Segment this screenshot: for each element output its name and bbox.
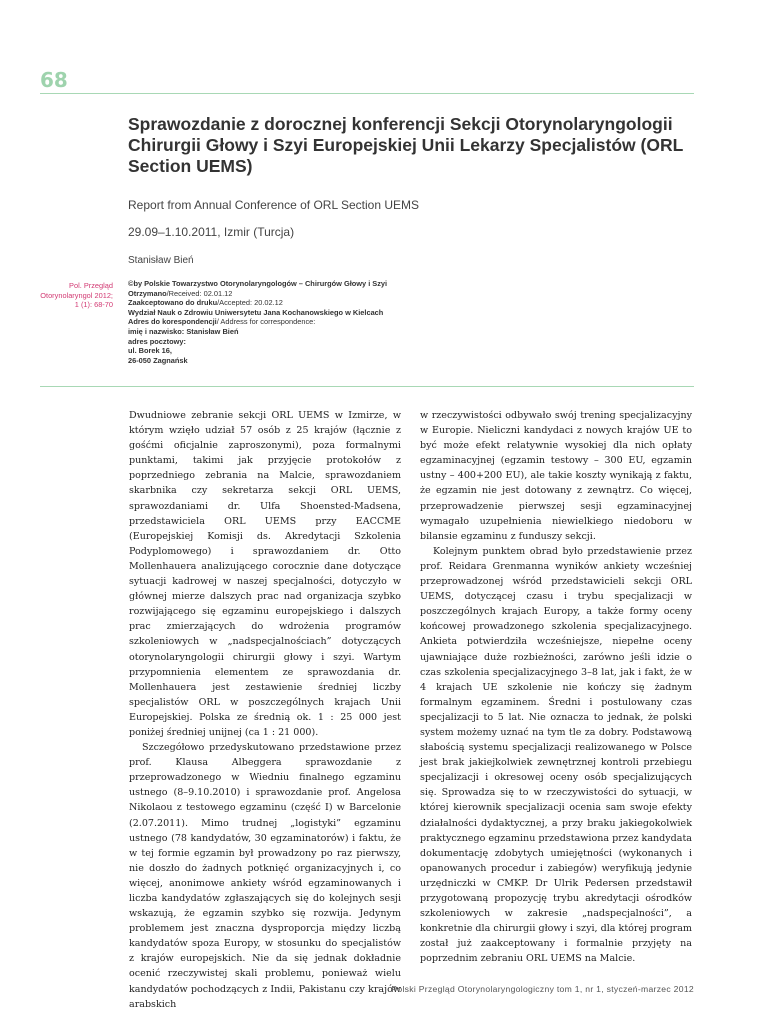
accepted-value: /Accepted: 20.02.12 — [217, 298, 283, 308]
affiliation: Wydział Nauk o Zdrowiu Uniwersytetu Jana Kochanowskiego w Kielcach — [128, 307, 384, 317]
received-value: /Received: 02.01.12 — [166, 288, 233, 298]
journal-reference-line: Pol. Przegląd — [69, 281, 113, 290]
correspondence-name: imię i nazwisko: Stanisław Bień — [128, 326, 239, 336]
paragraph: Dwudniowe zebranie sekcji ORL UEMS w Izmirze, w którym wzięło udział 57 osób z 25 krajów (łącznie z gośćmi oficjalnie zaproszonymi), poza formalnymi punktami, takimi jak przyjęcie protokołów z poprzedniego zebrania na Malcie, sprawozdaniem skarbnika czy sekretarza sekcji ORL UEMS, sprawozdaniami dr. Ulfa Shoensted-Madsena, przedstawiciela ORL UEMS przy EACCME (Europejskiej Komisji ds. Akredytacji Szkolenia Podyplomowego) i sprawozdaniem dr. Otto Mollenhauera analizującego corocznie dane dotyczące sytuacji kadrowej w naszej specjalności, dotyczyło w głównej mierze dalszych prac nad organizacja szybko rozwijającego się egzaminu europejskiego i dalszych prac zmierzających do wdrożenia programów szkoleniowych w „nadspecjalnościach” dotyczących otorynolaryngologii chirurgii głowy i szyi. Wartym przypomnienia elementem ze sprawozdania dr. Mollenhauera jest zestawienie średniej liczby specjalistów ORL w poszczególnych krajach Unii Europejskiej. Polska ze średnią ok. 1 : 25 000 jest poniżej średniej unijnej (ca 1 : 21 000). — [129, 410, 401, 738]
body-column-right — [420, 408, 692, 966]
top-divider — [40, 93, 694, 94]
received-line — [128, 289, 428, 299]
article-header — [128, 114, 694, 266]
paragraph: Szczegółowo przedyskutowano przedstawione przez prof. Klausa Albeggera sprawozdanie z przeprowadzonego w Wiedniu finalnego egzaminu ustnego (8–9.10.2010) i sprawozdanie prof. Angelosa Nikolaou z testowego egzaminu (część I) w Barcelonie (2.07.2011). Mimo trudnej „logistyki” egzaminu ustnego (78 kandydatów, 30 egzaminatorów) i faktu, że w tej formie egzamin był prowadzony po raz pierwszy, nie doszło do żadnych potknięć organizacyjnych i, co więcej, anonimowe ankiety wśród egzaminowanych i liczba kandydatów zgłaszających się do kolejnych sesji wskazują, że egzamin szybko się rozwija. Jedynym problemem jest znaczna dysproporcja między liczbą kandydatów spoza Europy, w stosunku do specjalistów z krajów europejskich. Nie da się jednak dokładnie ocenić rzeczywistej skali problemu, ponieważ wielu kandydatów pochodzących z Indii, Pakistanu czy krajów arabskich — [129, 742, 401, 1010]
paragraph: Kolejnym punktem obrad było przedstawienie przez prof. Reidara Grenmanna wyników ankiety wcześniej przeprowadzonej wśród przedstawicieli sekcji ORL UEMS, dotyczącej czasu i trybu specjalizacji w poszczególnych krajach Europy, a także formy oceny końcowej prowadzonego szkolenia specjalizacyjnego. Ankieta potwierdziła wcześniejsze, niepełne oceny ujawniające duże rozbieżności, zarówno jeśli idzie o czas szkolenia specjalizacyjnego 3–8 lat, jak i fakt, że w 4 krajach UE szkolenie nie kończy się żadnym formalnym egzaminem. Średni i postulowany czas specjalizacji to 5 lat. Nie oznacza to jednak, że polski system możemy uznać na tym tle za dobry. Podstawową słabością systemu specjalizacji realizowanego w Polsce jest brak jakiejkolwiek zewnętrznej kontroli przebiegu specjalizacji i okresowej oceny osób specjalizujących się. Sprowadza się to w rzeczywistości do sytuacji, w której kierownik specjalizacji ocenia sam swoje efekty działalności dydaktycznej, a przy braku jakiegokolwiek praktycznego egzaminu przedstawiona przez kandydata dokumentację zdobytych umiejętności (wykonanych i opanowanych procedur i zabiegów) weryfikują jedynie urzędniczki w CMKP. Dr Ulrik Pedersen przedstawił przygotowaną propozycję trybu akredytacji ośrodków szkoleniowych w zakresie „nadspecjalności”, a konkretnie dla chirurgii głowy i szyi, dla której program został już zaakceptowany i formalnie przyjęty na poprzednim zebraniu ORL UEMS na Malcie. — [420, 545, 692, 965]
postal-city: 26-050 Zagnańsk — [128, 355, 188, 365]
accepted-label: Zaakceptowano do druku — [128, 298, 218, 308]
copyright-line: ©by Polskie Towarzystwo Otorynolaryngologów – Chirurgów Głowy i Szyi — [128, 279, 388, 288]
postal-street: ul. Borek 16, — [128, 346, 172, 356]
correspondence-label: Adres do korespondencji — [128, 317, 217, 327]
page-footer: Polski Przegląd Otorynolaryngologiczny tom 1, nr 1, styczeń-marzec 2012 — [391, 984, 694, 994]
paragraph: w rzeczywistości odbywało swój trening specjalizacyjny w Europie. Nieliczni kandydaci z nowych krajów UE to być może efekt relatywnie wysokiej dla nich opłaty egzaminacyjnej (egzamin testowy – 300 EU, egzamin ustny – 400+200 EU), ale takie koszty wynikają z faktu, że egzamin nie jest dotowany z zewnątrz. Co więcej, przeprowadzenie pierwszej sesji egzaminacyjnej wymagało uzupełnienia niewielkiego niedoboru w bilansie egzaminu z funduszy sekcji. — [420, 410, 692, 542]
article-title: Sprawozdanie z dorocznej konferencji Sekcji Otorynolaryngologii Chirurgii Głowy i Szyi Europejskiej Unii Lekarzy Specjalistów (ORL Section UEMS) — [128, 114, 683, 176]
journal-reference — [40, 281, 113, 310]
author-name: Stanisław Bień — [128, 255, 194, 266]
article-metadata — [128, 279, 428, 365]
journal-reference-line: 1 (1): 68-70 — [74, 300, 113, 310]
correspondence-label-english: / Address for correspondence: — [216, 317, 316, 327]
journal-reference-line: Otorynolaryngol 2012; — [40, 290, 113, 300]
accepted-line — [128, 298, 428, 308]
conference-dates: 29.09–1.10.2011, Izmir (Turcja) — [128, 225, 295, 239]
received-label: Otrzymano — [128, 288, 167, 298]
correspondence-line — [128, 317, 428, 327]
body-column-left — [129, 408, 401, 1012]
postal-label: adres pocztowy: — [128, 336, 186, 346]
page-number: 68 — [40, 68, 68, 92]
article-title-english: Report from Annual Conference of ORL Section UEMS — [128, 198, 420, 212]
body-divider — [40, 386, 694, 387]
